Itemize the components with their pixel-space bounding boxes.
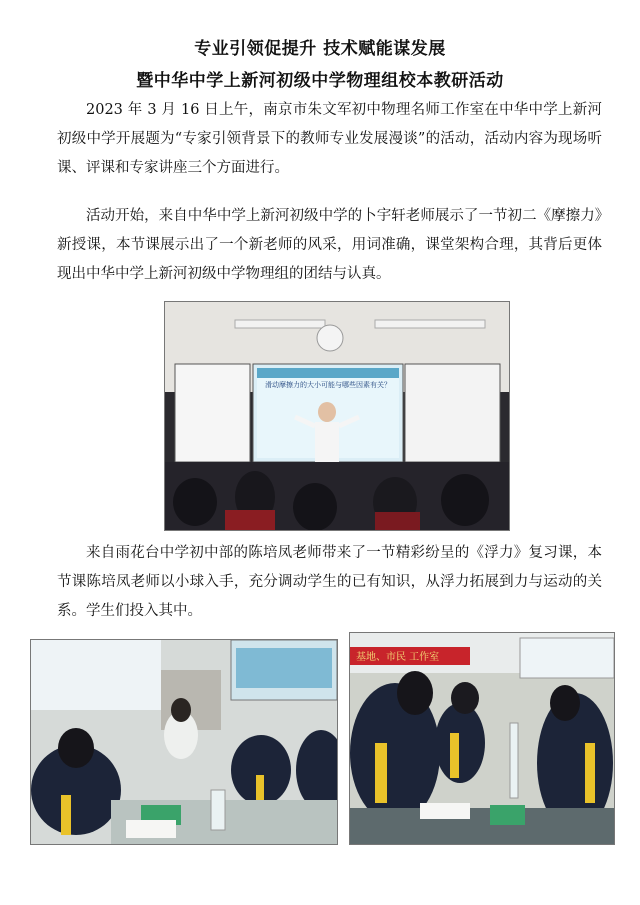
classroom-lecture-photo: [164, 301, 510, 531]
students-review-lesson-photo: [30, 639, 338, 845]
banner-text: 基地、市民 工作室: [356, 652, 440, 663]
slide-title-text: 滑动摩擦力的大小可能与哪些因素有关？: [265, 381, 391, 389]
page-title-line2: 暨中华中学上新河初级中学物理组校本教研活动: [136, 71, 504, 91]
page-title-line1: 专业引领促提升 技术赋能谋发展: [194, 39, 446, 59]
paragraph-intro: 2023 年 3 月 16 日上午，南京市朱文军初中物理名师工作室在中华中学上新河初级中学开展题为“专家引领背景下的教师专业发展漫谈”的活动，活动内容为现场听课、评课和专家讲座三个方面进行。: [57, 102, 602, 176]
students-experiment-photo: [349, 632, 615, 845]
paragraph-lesson-buoyancy: 来自雨花台中学初中部的陈培凤老师带来了一节精彩纷呈的《浮力》复习课，本节课陈培凤老师以小球入手，充分调动学生的已有知识，从浮力拓展到力与运动的关系。学生们投入其中。: [57, 545, 602, 619]
paragraph-lesson-friction: 活动开始，来自中华中学上新河初级中学的卜宇轩老师展示了一节初二《摩擦力》新授课，本节课展示出了一个新老师的风采，用词准确，课堂架构合理，其背后更体现出中华中学上新河初级中学物理组的团结与认真。: [57, 208, 602, 282]
